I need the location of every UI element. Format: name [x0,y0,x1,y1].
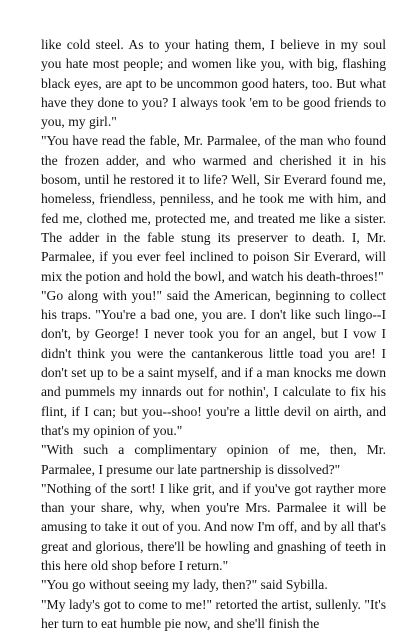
paragraph: "You have read the fable, Mr. Parmalee, of the man who found the frozen adder, and who warmed and cherished it in his bosom, until he restored it to life? Well, Sir Everard found me, homeless, friendless, penniless, and he took me with him, and fed me, clothed me, protected me, and treated me like a sister. The adder in the fable stung its preserver to death. I, Mr. Parmalee, if you ever feel inclined to poison Sir Everard, will mix the potion and hold the bowl, and watch his death-throes!" [41,133,386,284]
paragraph: "My lady's got to come to me!" retorted the artist, sullenly. "It's her turn to eat humble pie now, and she'll finish the [41,596,386,631]
paragraph: like cold steel. As to your hating them, I believe in my soul you hate most people; and women like you, with big, flashing black eyes, are apt to be uncommon good haters, too. But what have they done to you? I always took 'em to be good friends to you, my girl." [41,37,386,130]
paragraph: "With such a complimentary opinion of me, then, Mr. Parmalee, I presume our late partnership is dissolved?" [41,442,386,477]
body-text [41,35,386,633]
paragraph: "Nothing of the sort! I like grit, and if you've got rayther more than your share, why, when you're Mrs. Parmalee it will be amusing to take it out of you. And now I'm off, and by all that's great and glorious, there'll be howling and gnashing of teeth in this here old shop before I return." [41,480,386,574]
paragraph: "You go without seeing my lady, then?" said Sybilla. [41,577,328,593]
paragraph: "Go along with you!" said the American, beginning to collect his traps. "You're a bad one, you are. I don't like such lingo--I don't, by George! I never took you for an angel, but I vow I didn't think you were the cantankerous little toad you are! I don't set up to be a saint myself, and if a man knocks me down and pummels my innards out for nothin', I calculate to fix his flint, if I can; but you--shoo! you're a little devil on airth, and that's my opinion of you." [41,287,386,438]
